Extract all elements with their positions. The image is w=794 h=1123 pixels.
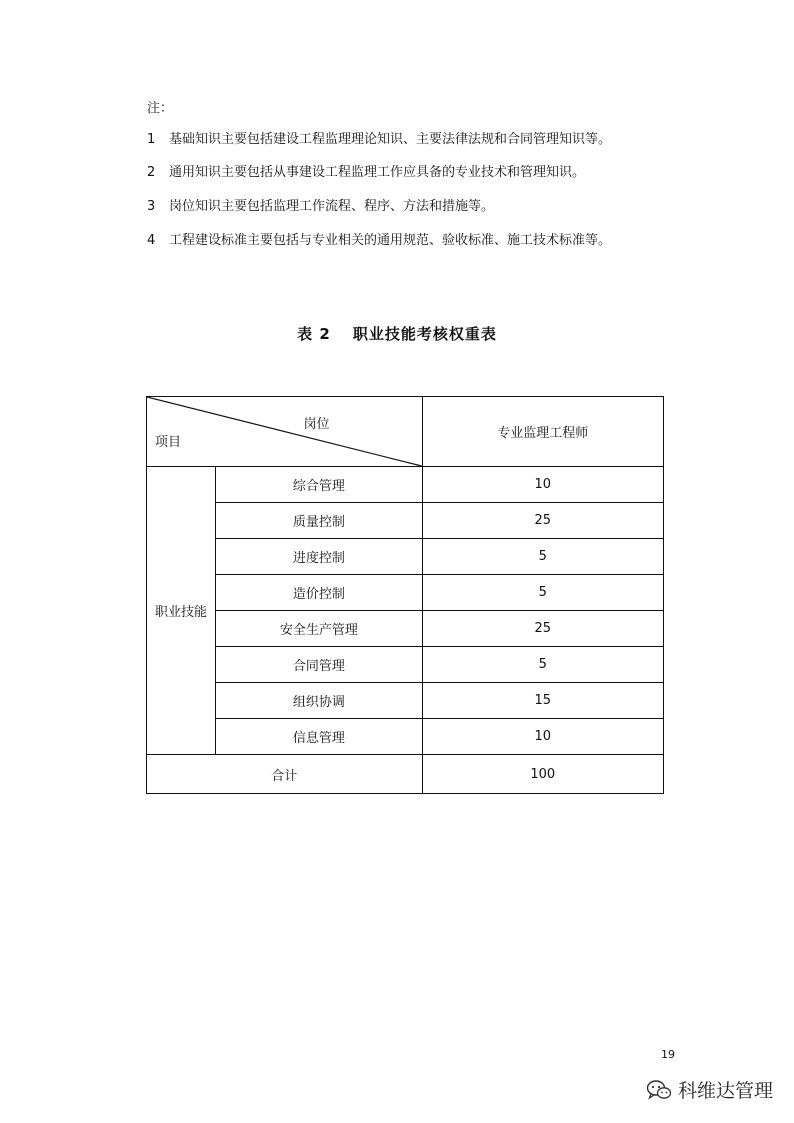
note-text: 基础知识主要包括建设工程监理理论知识、主要法律法规和合同管理知识等。 bbox=[169, 132, 612, 147]
group-label-cell: 职业技能 bbox=[147, 467, 216, 755]
note-item bbox=[147, 195, 494, 214]
table-row bbox=[147, 467, 664, 503]
note-number: 1 bbox=[147, 132, 156, 147]
table-row bbox=[147, 719, 664, 755]
row-value-cell: 25 bbox=[422, 611, 663, 647]
table-row bbox=[147, 539, 664, 575]
row-value-cell: 10 bbox=[422, 719, 663, 755]
row-value-cell: 5 bbox=[422, 575, 663, 611]
table-row bbox=[147, 503, 664, 539]
table-row bbox=[147, 647, 664, 683]
table-caption-number: 表 2 bbox=[297, 325, 331, 343]
row-name-cell: 信息管理 bbox=[216, 719, 422, 755]
table-row bbox=[147, 683, 664, 719]
header-post-label: 岗位 bbox=[303, 417, 330, 432]
page-number: 19 bbox=[661, 1048, 675, 1061]
row-name-cell: 综合管理 bbox=[216, 467, 422, 503]
weight-table bbox=[146, 396, 664, 794]
row-name-cell: 安全生产管理 bbox=[216, 611, 422, 647]
table-total-row bbox=[147, 755, 664, 794]
note-item bbox=[147, 229, 611, 248]
note-text: 通用知识主要包括从事建设工程监理工作应具备的专业技术和管理知识。 bbox=[169, 165, 586, 180]
note-number: 3 bbox=[147, 199, 156, 214]
table-row bbox=[147, 575, 664, 611]
table-caption-text: 职业技能考核权重表 bbox=[352, 325, 497, 343]
watermark-text: 科维达管理 bbox=[678, 1080, 774, 1102]
header-item-label: 项目 bbox=[155, 435, 182, 450]
total-value-cell: 100 bbox=[422, 755, 663, 794]
header-role-cell: 专业监理工程师 bbox=[422, 397, 663, 467]
row-name-cell: 造价控制 bbox=[216, 575, 422, 611]
row-value-cell: 10 bbox=[422, 467, 663, 503]
note-item bbox=[147, 128, 611, 147]
note-item bbox=[147, 161, 585, 180]
table-title bbox=[0, 323, 794, 344]
note-text: 工程建设标准主要包括与专业相关的通用规范、验收标准、施工技术标准等。 bbox=[169, 233, 612, 248]
row-name-cell: 组织协调 bbox=[216, 683, 422, 719]
row-value-cell: 5 bbox=[422, 539, 663, 575]
row-value-cell: 25 bbox=[422, 503, 663, 539]
note-number: 2 bbox=[147, 165, 156, 180]
diagonal-line bbox=[147, 397, 422, 466]
row-name-cell: 进度控制 bbox=[216, 539, 422, 575]
notes-title: 注： bbox=[147, 101, 174, 116]
table-row bbox=[147, 611, 664, 647]
wechat-icon bbox=[646, 1079, 672, 1101]
note-number: 4 bbox=[147, 233, 156, 248]
row-name-cell: 合同管理 bbox=[216, 647, 422, 683]
note-text: 岗位知识主要包括监理工作流程、程序、方法和措施等。 bbox=[169, 199, 495, 214]
row-name-cell: 质量控制 bbox=[216, 503, 422, 539]
total-label-cell: 合计 bbox=[147, 755, 423, 794]
row-value-cell: 5 bbox=[422, 647, 663, 683]
diagonal-header-cell bbox=[147, 397, 423, 467]
table-header-row bbox=[147, 397, 664, 467]
row-value-cell: 15 bbox=[422, 683, 663, 719]
watermark bbox=[646, 1076, 773, 1103]
